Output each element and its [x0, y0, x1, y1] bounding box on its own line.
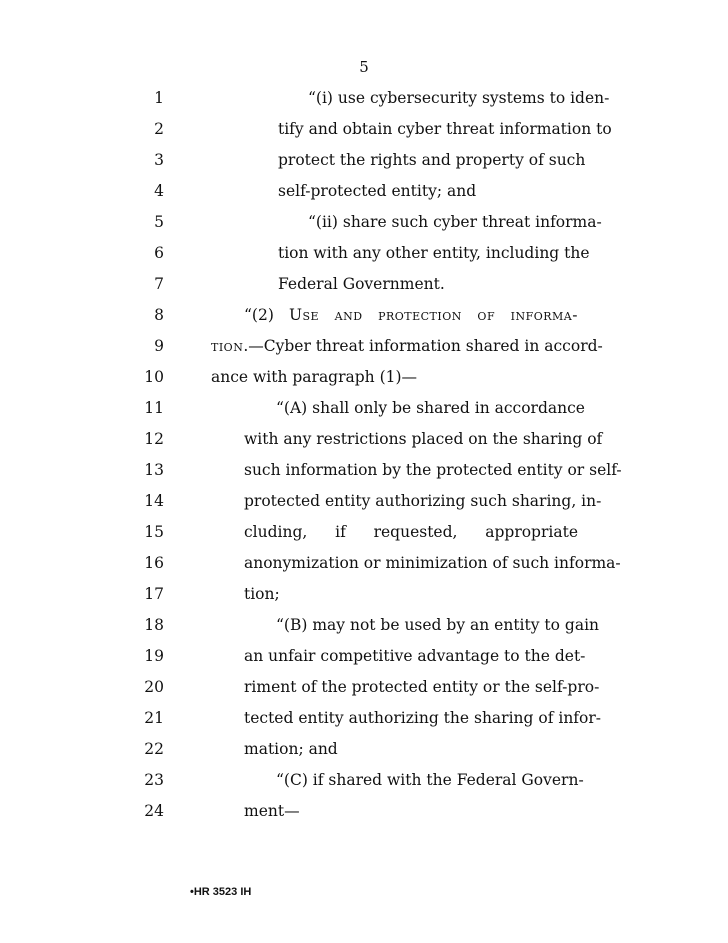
line-text: protect the rights and property of such [278, 151, 586, 169]
document-line [0, 677, 728, 707]
document-line [0, 522, 728, 552]
document-line [0, 367, 728, 397]
line-text: cluding, if requested, appropriate [244, 523, 578, 541]
line-number: 11 [144, 399, 164, 417]
document-line [0, 119, 728, 149]
line-number: 19 [144, 647, 164, 665]
document-line [0, 615, 728, 645]
line-number: 22 [144, 740, 164, 758]
line-number: 17 [144, 585, 164, 603]
page-number: 5 [359, 58, 369, 76]
line-text: tion; [244, 585, 280, 603]
section-heading: tion [211, 337, 244, 355]
line-text: an unfair competitive advantage to the det- [244, 647, 586, 665]
document-line [0, 646, 728, 676]
line-number: 12 [144, 430, 164, 448]
line-text: “(ii) share such cyber threat informa- [308, 213, 602, 231]
document-line [0, 801, 728, 831]
line-text [211, 336, 603, 356]
document-line [0, 739, 728, 769]
line-number: 4 [154, 182, 164, 200]
line-number: 6 [154, 244, 164, 262]
line-text: tected entity authorizing the sharing of infor- [244, 709, 602, 727]
line-text: ance with paragraph (1)— [211, 368, 418, 386]
line-number: 3 [154, 151, 164, 169]
line-text: with any restrictions placed on the sharing of [244, 430, 603, 448]
line-number: 9 [154, 337, 164, 355]
line-number: 23 [144, 771, 164, 789]
line-text: self-protected entity; and [278, 182, 477, 200]
line-text [244, 305, 578, 325]
line-number: 15 [144, 523, 164, 541]
line-number: 2 [154, 120, 164, 138]
document-line [0, 181, 728, 211]
line-text: Federal Government. [278, 275, 445, 293]
line-text: tify and obtain cyber threat information to [278, 120, 612, 138]
document-line [0, 584, 728, 614]
document-line [0, 274, 728, 304]
line-number: 21 [144, 709, 164, 727]
document-line [0, 305, 728, 335]
line-number: 18 [144, 616, 164, 634]
bill-footer: •HR 3523 IH [190, 886, 252, 898]
document-line [0, 460, 728, 490]
document-line [0, 770, 728, 800]
line-text: anonymization or minimization of such informa- [244, 554, 621, 572]
line-number: 13 [144, 461, 164, 479]
document-line [0, 212, 728, 242]
line-text: “(C) if shared with the Federal Govern- [276, 771, 584, 789]
line-number: 16 [144, 554, 164, 572]
line-text: “(B) may not be used by an entity to gain [276, 616, 600, 634]
line-text: tion with any other entity, including the [278, 244, 590, 262]
line-text-suffix: .—Cyber threat information shared in accord- [243, 337, 603, 355]
line-number: 24 [144, 802, 164, 820]
line-text: mation; and [244, 740, 338, 758]
paragraph-number: “(2) [244, 306, 289, 324]
document-line [0, 243, 728, 273]
line-number: 10 [144, 368, 164, 386]
line-text: ment— [244, 802, 300, 820]
document-line [0, 429, 728, 459]
line-number: 5 [154, 213, 164, 231]
line-number: 7 [154, 275, 164, 293]
line-text: “(i) use cybersecurity systems to iden- [308, 89, 610, 107]
document-line [0, 553, 728, 583]
document-line [0, 708, 728, 738]
section-heading: Use and protection of informa- [288, 306, 578, 324]
document-line [0, 150, 728, 180]
line-text: such information by the protected entity or self- [244, 461, 622, 479]
line-text: protected entity authorizing such sharing, in- [244, 492, 602, 510]
line-number: 1 [154, 89, 164, 107]
document-line [0, 398, 728, 428]
line-number: 14 [144, 492, 164, 510]
document-line [0, 88, 728, 118]
document-line [0, 336, 728, 366]
document-line [0, 491, 728, 521]
line-number: 20 [144, 678, 164, 696]
line-text: riment of the protected entity or the self-pro- [244, 678, 600, 696]
line-text: “(A) shall only be shared in accordance [276, 399, 585, 417]
line-number: 8 [154, 306, 164, 324]
